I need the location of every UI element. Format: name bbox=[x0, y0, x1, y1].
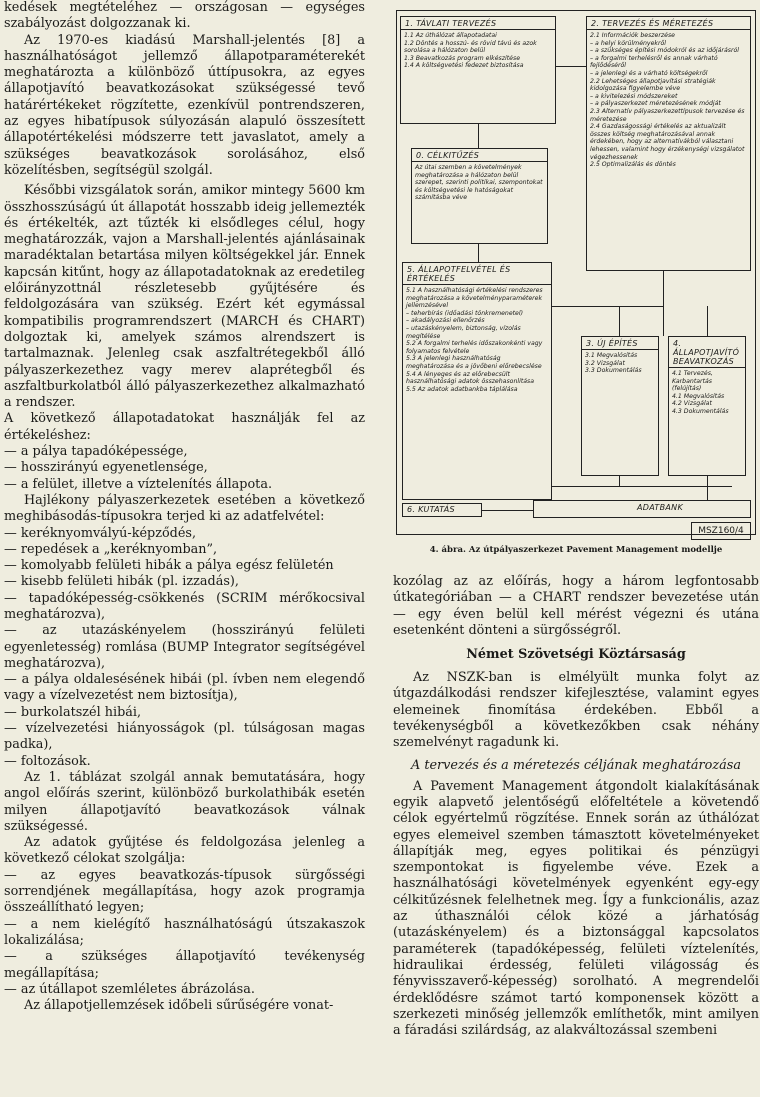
list-item: — az egyes beavatkozás-típusok sürgősségi sorrendjének megállapítása, hogy azok programja összeállítható legyen; bbox=[4, 867, 365, 916]
paragraph: Az adatok gyűjtése és feldolgozása jelenleg a következő célokat szolgálja: bbox=[4, 835, 365, 867]
list-item: — kisebb felületi hibák (pl. izzadás), bbox=[4, 574, 239, 590]
list-item: — az utazáskényelem (hosszirányú felületi egyenletesség) romlása (BUMP Integrator segítségével meghatározva), bbox=[4, 623, 365, 671]
list-item: — az útállapot szemléletes ábrázolása. bbox=[4, 981, 255, 997]
list-item: — a pálya oldalesésének hibái (pl. ívben nem elegendő vagy a vízelvezetést nem biztosítja), bbox=[4, 672, 365, 704]
paragraph: Az 1. táblázat szolgál annak bemutatására, hogy angol előírás szerint, különböző burkolathibák esetén milyen állapotjavító beavatkozások válnak szükségessé. bbox=[4, 769, 365, 834]
list-item: — a felület, illetve a víztelenítés állapota. bbox=[4, 476, 273, 492]
box-text: Az útai szemben a követelmények meghatározása a hálózaton belül szerepet, szerinti politikai, szempontokat és költségvetési le hatóságokat számításba véve bbox=[415, 164, 543, 202]
box-title: 3. ÚJ ÉPÍTÉS bbox=[582, 337, 658, 350]
connector-line bbox=[482, 510, 533, 511]
paragraph: Későbbi vizsgálatok során, amikor mintegy 5600 km összhosszúságú út állapotát hosszabb ideig jellemezték és értékelték, azt tűzték ki elsődleges célul, hogy meghatározzák, vajon a Marshall-jelentés ajánlásainak maradéktalan betartása milyen költségekkel jár. Ennek kapcsán kitűnt, hogy az állapotadatoknak az eredetileg előirányzottnál részletesebb gyűjtésére és feldolgozására van szükség. Ezért két egymással kompatibilis programrendszert (MARCH és CHART) dolgoztak ki, amelyek számos alrendszert is tartalmaznak. Jelenleg csak aszfaltrétegekből álló pályaszerkezethez vagy merev alaprétegből és aszfaltburkolatból álló pályaszerkezethez alkalmazható a rendszer. bbox=[4, 183, 365, 411]
connector-line bbox=[707, 476, 708, 500]
box-research bbox=[402, 503, 482, 517]
box-text: 1.1 Az úthálózat állapotadatai 1.2 Döntés a hosszú- és rövid távú és azok sorolása a hálózaton belül 1.3 Beavatkozás program elkészítése 1.4 A költségvetési fedezet biztosítása bbox=[404, 32, 537, 70]
paragraph: Az NSZK-ban is elmélyült munka folyt az útgazdálkodási rendszer kifejlesztése, valamint egyes elemeinek finomítása érdekében. Ebből a tevékenységből a következőkben csak néhány szemelvényt ragadunk ki. bbox=[393, 670, 759, 751]
box-title: 0. CÉLKITŰZÉS bbox=[412, 149, 547, 162]
stamp-text: MSZ160/4 bbox=[698, 526, 744, 536]
connector-line bbox=[478, 244, 479, 262]
list-item: — burkolatszél hibái, bbox=[4, 704, 142, 720]
list-failure-types bbox=[4, 526, 365, 770]
box-condition-survey bbox=[402, 262, 552, 500]
paragraph: Az állapotjellemzések időbeli sűrűségére vonat- bbox=[24, 998, 334, 1014]
list-item: — hosszirányú egyenetlensége, bbox=[4, 460, 208, 476]
box-title: 2. TERVEZÉS ÉS MÉRETEZÉS bbox=[587, 17, 750, 30]
list-item: — foltozások. bbox=[4, 753, 91, 769]
box-text: 5.1 A használhatósági értékelési rendszeres meghatározása a követelményparaméterek jellemzésével – teherbírás (időadási tönkremenetel) – akadályozási ellenőrzés – utazáskényelem, biztonság, vízolás megítélése 5.2 A forgalmi terhelés időszakonkénti vagy folyamatos felvétele 5.3 A jelenlegi használhatóság meghatározása és a jövőbeni előrebecslése 5.4 A lényeges és az előrebecsült használhatósági adatok összehasonlítása 5.5 Az adatok adatbankba táplálása bbox=[406, 287, 543, 393]
box-objective bbox=[411, 148, 548, 244]
figure-stamp bbox=[691, 522, 751, 540]
box-rehabilitation bbox=[668, 336, 746, 476]
connector-line bbox=[552, 486, 732, 487]
right-text-column bbox=[393, 574, 759, 1039]
list-item: — tapadóképesség-csökkenés (SCRIM mérőkocsival meghatározva), bbox=[4, 590, 365, 622]
list-item: — repedések a „keréknyomban”, bbox=[4, 541, 218, 557]
paragraph: kedések megtételéhez — országosan — egységes szabályozást dolgozzanak ki. bbox=[4, 0, 365, 32]
list-condition-data bbox=[4, 444, 365, 493]
paragraph: A következő állapotadatokat használják fel az értékeléshez: bbox=[4, 411, 365, 443]
pavement-management-diagram bbox=[393, 6, 759, 555]
box-text: 3.1 Megvalósítás 3.2 Vizsgálat 3.3 Dokumentálás bbox=[585, 352, 642, 375]
list-item: — vízelvezetési hiányosságok (pl. túlságosan magas padka), bbox=[4, 721, 365, 753]
box-title: 5. ÁLLAPOTFELVÉTEL ÉS ÉRTÉKELÉS bbox=[403, 263, 551, 285]
list-purposes bbox=[4, 868, 365, 998]
connector-line bbox=[619, 306, 620, 336]
subsection-heading: A tervezés és a méretezés céljának meghatározása bbox=[411, 757, 741, 773]
paragraph: Az 1970-es kiadású Marshall-jelentés [8] a használhatóságot jellemző állapotparaméterekét meghatározta a különböző úttípusokra, az egyes állapotjavító beavatkozásokat szükségessé tevő határértékeket rögzítette, ezenkívül pontrendszeren, az egyes hibatípusok súlyozásán alapuló összesített állapotértékelési módszerre tett javaslatot, amely a szükséges beavatkozások sorolásához, első közelítésben, segítségül szolgál. bbox=[4, 32, 365, 178]
paragraph: A Pavement Management átgondolt kialakításának egyik alapvető jelentőségű előfeltétele a követendő célok egyértelmű rögzítése. Ennek során az úthálózat egyes elemeivel szemben támasztott követelményeket állapítják meg, egyes politikai és pénzügyi szempontokat is figyelembe véve. Ezek a használhatósági követelmények egyenként egy-egy célkitűzésnek felelhetnek meg. Így a funkcionális, azaz az úthasználói célok közé a járhatóság (utazáskényelem) és a biztonsággal kapcsolatos paraméterek (tapadóképesség, felületi víztelenítés, hidraulikai érdesség, felületi világosság és fényvisszaverő-képesség) sorolható. A megrendelői érdeklődésre számot tartó komponensek között a szerkezeti minőség jellemzők említhetők, mint amilyen a fáradási szilárdság, az alakváltozással szembeni bbox=[393, 778, 759, 1039]
box-title: ADATBANK bbox=[636, 503, 683, 512]
list-item: — a pálya tapadóképessége, bbox=[4, 444, 188, 460]
box-long-term-planning bbox=[400, 16, 556, 124]
left-text-column bbox=[4, 0, 365, 1014]
box-text: 4.1 Tervezés, Karbantartás (felújítás) 4.1 Megvalósítás 4.2 Vizsgálat 4.3 Dokumentálás bbox=[672, 370, 729, 415]
box-title: 4. ÁLLAPOTJAVÍTÓ BEAVATKOZÁS bbox=[669, 337, 745, 368]
paragraph: Hajlékony pályaszerkezetek esetében a következő meghibásodás-típusokra terjed ki az adatfelvétel: bbox=[4, 492, 365, 525]
section-heading: Német Szövetségi Köztársaság bbox=[466, 647, 686, 663]
list-item: — komolyabb felületi hibák a pálya egész felületén bbox=[4, 558, 334, 574]
list-item: — keréknyomvályú-képződés, bbox=[4, 525, 197, 541]
connector-line bbox=[619, 476, 620, 486]
connector-line bbox=[663, 271, 664, 336]
box-title: 1. TÁVLATI TERVEZÉS bbox=[401, 17, 555, 30]
connector-line bbox=[556, 66, 586, 67]
box-title: 6. KUTATÁS bbox=[407, 505, 455, 514]
connector-line bbox=[707, 306, 708, 336]
box-text: 2.1 Információk beszerzése – a helyi körülményekről – a szükséges építési módokról és az időjárásról – a forgalmi terhelésről és annak várható fejlődéséről – a jelenlegi és a várható költségekről 2.2 Lehetséges állapotjavítási stratégiák kidolgozása figyelembe véve – a kivitelezési módszereket – a pályaszerkezet méretezésének módját 2.3 Alternatív pályaszerkezettípusok tervezése és méretezése 2.4 Gazdaságossági értékelés az aktualizált összes költség meghatározásával annak érdekében, hogy az alternatívákból választani lehessen, valamint hogy érzékenységi vizsgálatot végezhessenek 2.5 Optimalizálás és döntés bbox=[590, 32, 745, 169]
box-new-construction bbox=[581, 336, 659, 476]
figure-caption: 4. ábra. Az útpályaszerkezet Pavement Management modellje bbox=[429, 545, 723, 555]
box-design bbox=[586, 16, 751, 271]
connector-line bbox=[552, 306, 664, 307]
box-databank bbox=[533, 500, 751, 518]
list-item: — a nem kielégítő használhatóságú útszakaszok lokalizálása; bbox=[4, 916, 365, 948]
paragraph: kozólag az az előírás, hogy a három legfontosabb útkategóriában — a CHART rendszer bevezetése után — egy éven belül kell mérést végezni és utána esetenként dönteni a sürgősségről. bbox=[393, 574, 759, 638]
list-item: — a szükséges állapotjavító tevékenység megállapítása; bbox=[4, 949, 365, 981]
connector-line bbox=[478, 124, 479, 148]
